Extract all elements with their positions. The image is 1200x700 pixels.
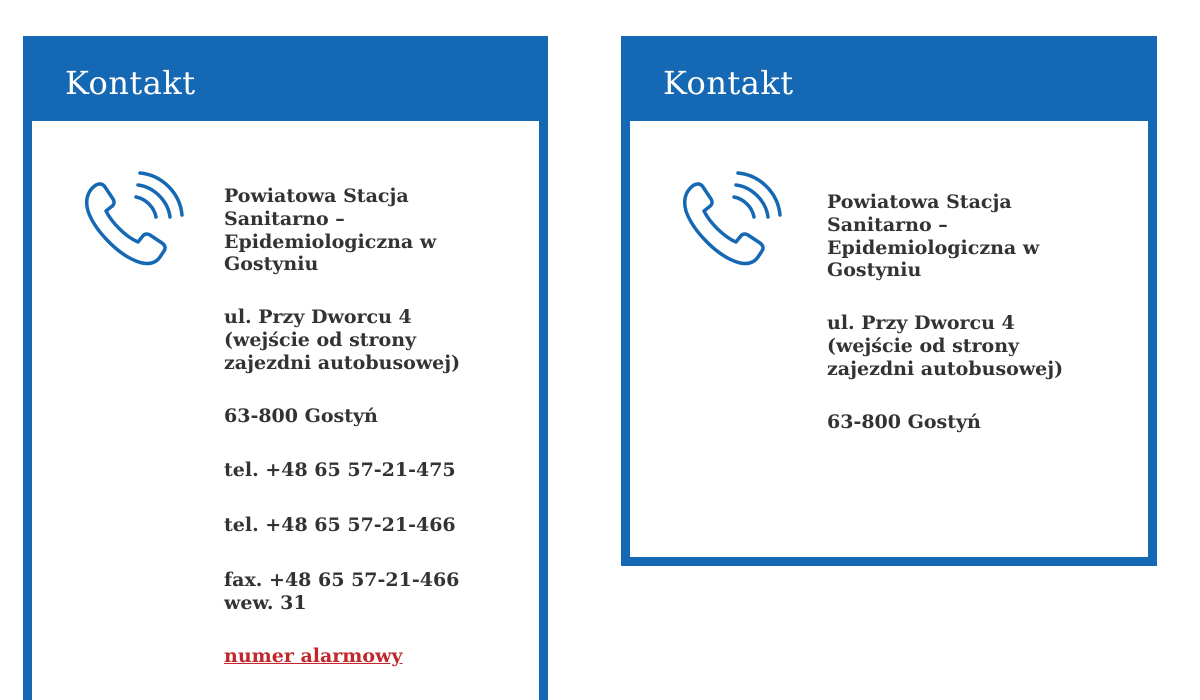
address-line: (wejście od strony <box>224 328 417 351</box>
contact-details <box>224 185 524 697</box>
phone-icon <box>76 163 188 275</box>
org-line: Sanitarno – <box>224 207 345 230</box>
address <box>224 306 524 374</box>
alarm-number-link[interactable]: numer alarmowy <box>224 644 403 667</box>
org-line: Epidemiologiczna w <box>224 230 437 253</box>
phone-icon <box>674 163 786 275</box>
phone-number-2: tel. +48 65 57-21-466 <box>224 514 456 537</box>
org-name <box>827 191 1127 282</box>
contact-details <box>827 191 1127 465</box>
postal-code: 63-800 Gostyń <box>224 404 378 427</box>
card-header <box>32 45 539 121</box>
card-title: Kontakt <box>65 64 196 102</box>
contact-card-right <box>621 36 1157 566</box>
org-line: Gostyniu <box>224 253 319 276</box>
org-line: Sanitarno – <box>827 213 948 236</box>
postal-code: 63-800 Gostyń <box>827 410 981 433</box>
phone-number-1: tel. +48 65 57-21-475 <box>224 459 456 482</box>
org-line: Gostyniu <box>827 259 922 282</box>
org-name <box>224 185 524 276</box>
address-line: ul. Przy Dworcu 4 <box>224 306 412 329</box>
address-line: (wejście od strony <box>827 334 1020 357</box>
card-title: Kontakt <box>663 64 794 102</box>
address-line: zajezdni autobusowej) <box>827 357 1064 380</box>
alarm-number <box>224 645 524 668</box>
fax-line: fax. +48 65 57-21-466 <box>224 568 460 591</box>
org-line: Powiatowa Stacja <box>827 191 1012 213</box>
contact-card-left <box>23 36 548 700</box>
org-line: Epidemiologiczna w <box>827 236 1040 259</box>
org-line: Powiatowa Stacja <box>224 185 409 207</box>
address-line: ul. Przy Dworcu 4 <box>827 312 1015 335</box>
fax-number <box>224 569 524 615</box>
address-line: zajezdni autobusowej) <box>224 351 461 374</box>
card-header <box>630 45 1148 121</box>
fax-ext: wew. 31 <box>224 591 307 614</box>
address <box>827 312 1127 380</box>
